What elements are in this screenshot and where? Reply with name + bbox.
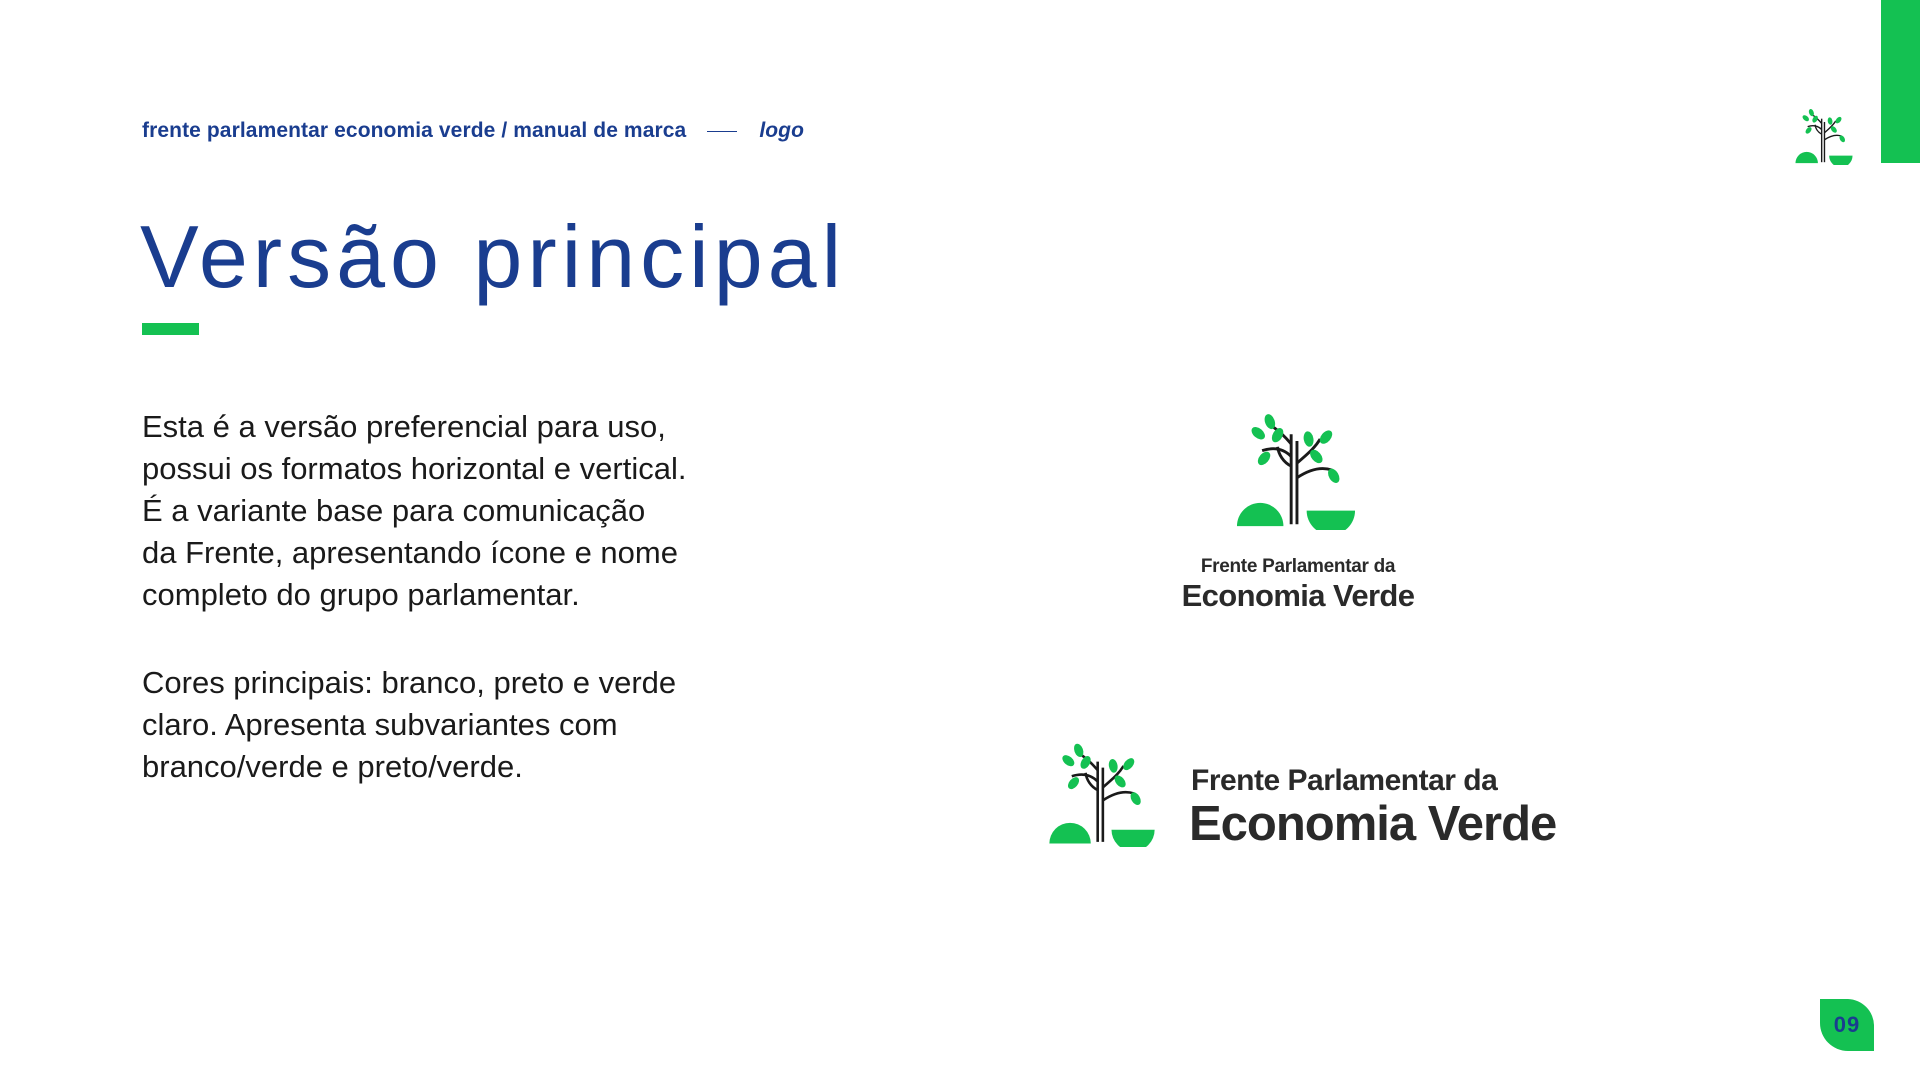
paragraph-line: claro. Apresenta subvariantes com [142, 707, 618, 742]
paragraph-line: Cores principais: branco, preto e verde [142, 665, 677, 700]
tree-scale-icon [1230, 410, 1362, 530]
top-right-accent-bar [1881, 0, 1920, 163]
description-paragraph [142, 406, 782, 616]
breadcrumb-separator [707, 131, 737, 132]
paragraph-line: da Frente, apresentando ícone e nome [142, 535, 678, 570]
breadcrumb-path: frente parlamentar economia verde / manual de marca [142, 119, 687, 142]
logo-line2: Economia Verde [1181, 578, 1415, 613]
page-number-badge [1818, 997, 1876, 1053]
paragraph-line: possui os formatos horizontal e vertical. [142, 451, 687, 486]
logo-line1: Frente Parlamentar da [1191, 764, 1498, 797]
paragraph-line: completo do grupo parlamentar. [142, 577, 580, 612]
page-title: Versão principal [140, 207, 847, 306]
logo-vertical [1170, 410, 1430, 620]
title-underline [142, 323, 199, 335]
tree-scale-icon [1794, 107, 1854, 165]
logo-horizontal [1043, 740, 1563, 860]
paragraph-line: branco/verde e preto/verde. [142, 749, 523, 784]
paragraph-line: Esta é a versão preferencial para uso, [142, 409, 666, 444]
paragraph-line: É a variante base para comunicação [142, 493, 646, 528]
logo-line1: Frente Parlamentar da [1200, 556, 1396, 577]
page-number: 09 [1833, 1012, 1861, 1037]
logo-line2: Economia Verde [1189, 797, 1557, 851]
colors-paragraph [142, 662, 782, 788]
breadcrumb [142, 118, 804, 144]
tree-scale-icon [1043, 740, 1161, 847]
breadcrumb-section: logo [759, 119, 805, 142]
